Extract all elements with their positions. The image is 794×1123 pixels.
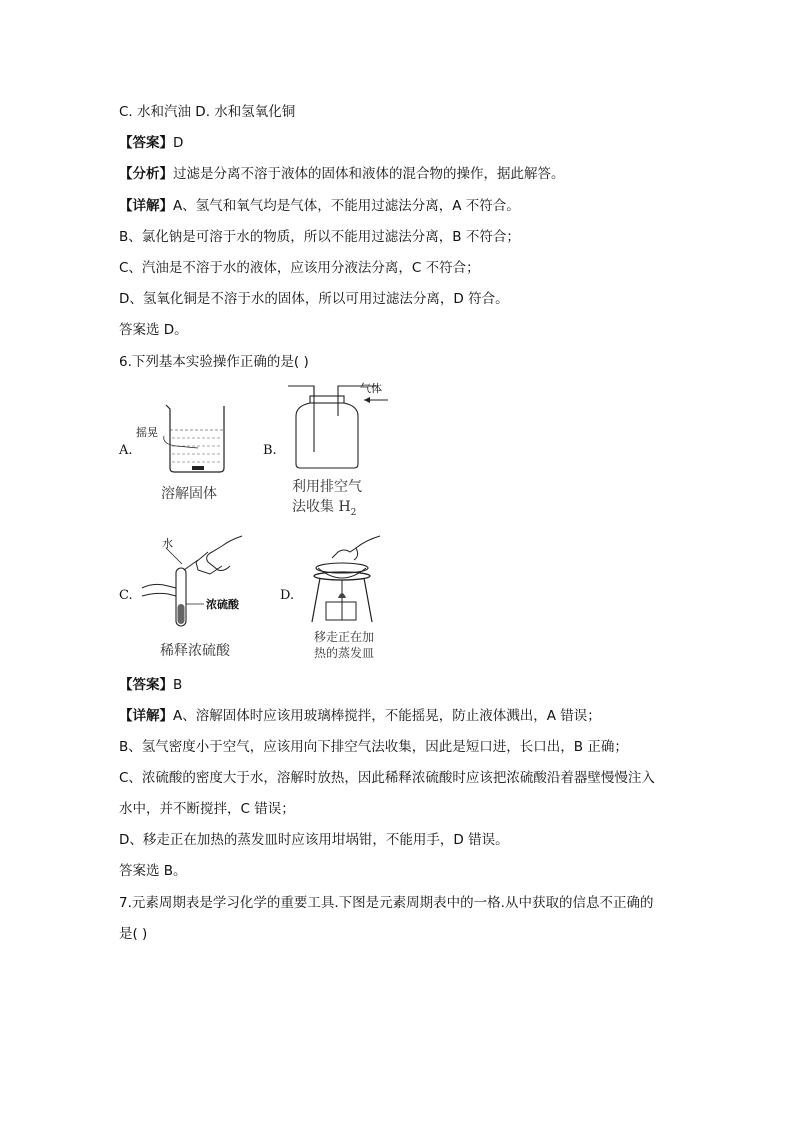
analysis-tag: 【分析】 <box>119 166 173 182</box>
fig-c-caption: 稀释浓硫酸 <box>160 643 230 659</box>
answer-value: D <box>173 135 184 151</box>
q6-answer-value: B <box>173 677 183 693</box>
fig-d-caption-line2: 热的蒸发皿 <box>314 646 375 660</box>
analysis-line <box>119 165 565 183</box>
dilution-figure <box>138 530 258 635</box>
fig-d-caption-line1: 移走正在加 <box>314 630 375 644</box>
q6-answer-line <box>119 676 182 694</box>
conclusion-line: 答案选 D。 <box>119 322 188 338</box>
q6-detail-c2-line: 水中，并不断搅拌，C 错误； <box>119 801 295 817</box>
q6-detail-d-line: D、移走正在加热的蒸发皿时应该用坩埚钳，不能用手，D 错误。 <box>119 832 509 848</box>
q6-detail-a-line <box>119 707 601 725</box>
option-c-letter: C. <box>119 588 133 603</box>
fig-b-caption-subscript: 2 <box>350 507 357 518</box>
fig-a-label: 摇晃 <box>136 426 158 439</box>
fig-a-caption: 溶解固体 <box>161 486 217 502</box>
detail-b-line: B、氯化钠是可溶于水的物质，所以不能用过滤法分离，B 不符合； <box>119 229 520 245</box>
evaporating-dish-figure <box>300 530 390 626</box>
fig-b-caption-line1: 利用排空气 <box>292 479 362 495</box>
option-d-letter: D. <box>280 588 295 603</box>
q7-stem-line2: 是( ) <box>119 926 148 942</box>
gas-bottle-figure <box>280 382 390 472</box>
detail-a-text: A、氢气和氧气均是气体，不能用过滤法分离，A 不符合。 <box>173 198 520 214</box>
fig-b-caption-line2 <box>292 496 356 518</box>
option-b-letter: B. <box>263 443 277 458</box>
detail-c-line: C、汽油是不溶于水的液体，应该用分液法分离，C 不符合； <box>119 260 480 276</box>
q6-detail-c1-line: C、浓硫酸的密度大于水，溶解时放热，因此稀释浓硫酸时应该把浓硫酸沿着器壁慢慢注入 <box>119 770 655 786</box>
answer-tag: 【答案】 <box>119 135 173 151</box>
detail-a-line <box>119 197 520 215</box>
q6-conclusion-line: 答案选 B。 <box>119 863 187 879</box>
fig-c-water-label: 水 <box>162 537 173 550</box>
options-cd: C. 水和汽油 D. 水和氢氧化铜 <box>119 104 296 120</box>
answer-line <box>119 134 183 152</box>
q6-answer-tag: 【答案】 <box>119 677 173 693</box>
option-a-letter: A. <box>119 443 133 458</box>
beaker-figure <box>130 400 250 480</box>
q6-stem: 6.下列基本实验操作正确的是( ) <box>119 354 309 370</box>
q6-detail-b-line: B、氢气密度小于空气，应该用向下排空气法收集，因此是短口进，长口出，B 正确； <box>119 739 628 755</box>
fig-b-label: 气体 <box>360 382 382 395</box>
q6-detail-tag: 【详解】 <box>119 708 173 724</box>
detail-d-line: D、氢氧化铜是不溶于水的固体，所以可用过滤法分离，D 符合。 <box>119 291 509 307</box>
analysis-text: 过滤是分离不溶于液体的固体和液体的混合物的操作，据此解答。 <box>173 166 565 182</box>
q6-detail-a-text: A、溶解固体时应该用玻璃棒搅拌，不能摇晃，防止液体溅出，A 错误； <box>173 708 601 724</box>
fig-c-acid-label: 浓硫酸 <box>206 598 239 611</box>
q7-stem-line1: 7.元素周期表是学习化学的重要工具.下图是元素周期表中的一格.从中获取的信息不正确的 <box>119 895 654 911</box>
detail-tag: 【详解】 <box>119 198 173 214</box>
fig-b-caption-text: 法收集 H <box>292 499 351 515</box>
